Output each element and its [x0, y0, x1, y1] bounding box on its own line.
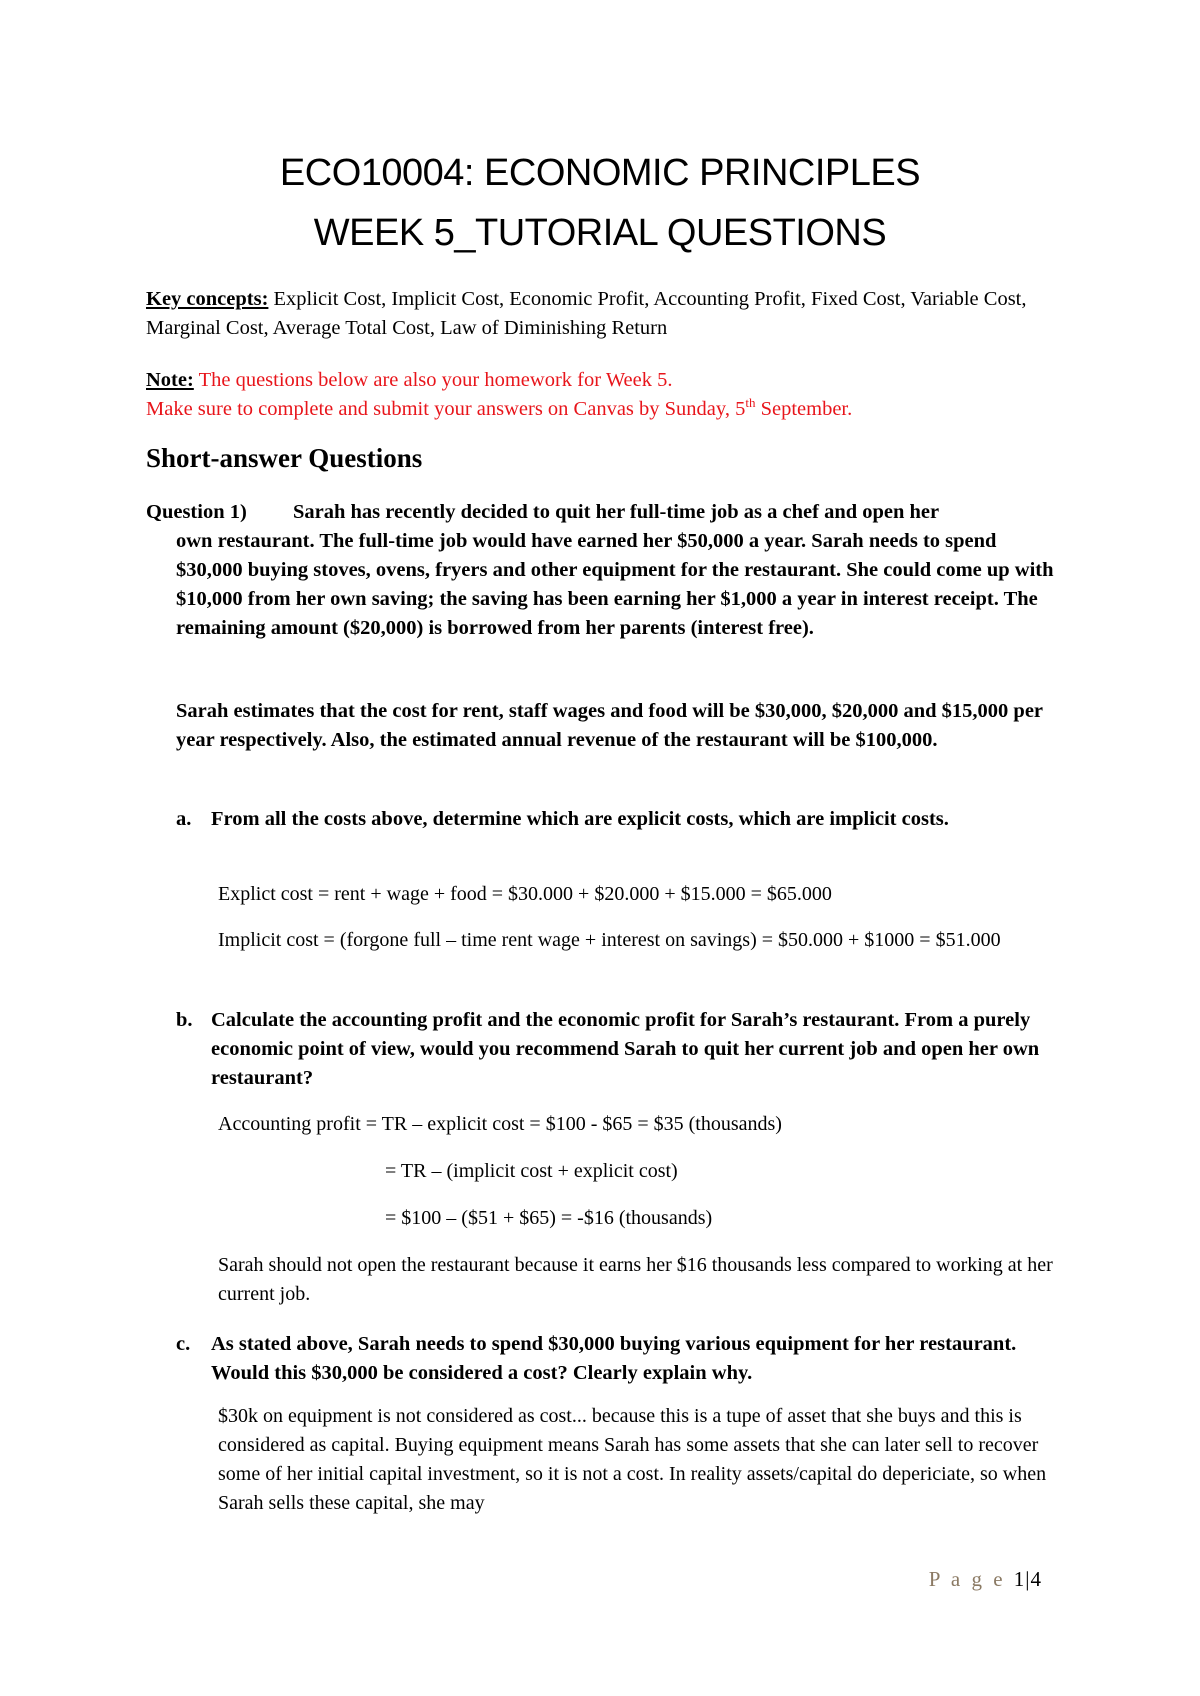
question-1-paragraph-2: Sarah estimates that the cost for rent, staff wages and food will be $30,000, $20,000 and $15,000 per year respectively. Also, the estimated annual revenue of the restaurant will be $100,000.: [176, 700, 1043, 751]
key-concepts-text: Explicit Cost, Implicit Cost, Economic Profit, Accounting Profit, Fixed Cost, Variable Cost, Marginal Cost, Average Total Cost, Law of Diminishing Return: [146, 288, 1027, 339]
part-a-answer-2: Implicit cost = (forgone full – time rent wage + interest on savings) = $50.000 + $1000 = $51.000: [218, 929, 1001, 951]
note-line2: [146, 395, 1076, 424]
question-1-text: own restaurant. The full-time job would have earned her $50,000 a year. Sarah needs to spend $30,000 buying stoves, ovens, fryers and other equipment for the restaurant. She could come up with $10,000 from her own saving; the saving has been earning her $1,000 a year in interest receipt. The remaining amount ($20,000) is borrowed from her parents (interest free).: [176, 530, 1054, 639]
question-1: [146, 498, 1066, 643]
key-concepts: [146, 285, 1076, 343]
note-line2-text: Make sure to complete and submit your answers on Canvas by Sunday, 5: [146, 398, 746, 420]
footer-total-pages: 4: [1030, 1567, 1042, 1591]
note: [146, 366, 1076, 424]
page-footer: [929, 1567, 1042, 1592]
part-c-question: [176, 1330, 1066, 1388]
part-b-answer-1: Accounting profit = TR – explicit cost = $100 - $65 = $35 (thousands): [218, 1113, 782, 1135]
part-b-answer-3: = $100 – ($51 + $65) = -$16 (thousands): [385, 1207, 713, 1229]
footer-current-page: 1: [1013, 1567, 1026, 1591]
note-superscript: th: [745, 395, 756, 411]
section-heading: Short-answer Questions: [146, 443, 423, 473]
part-a-text: From all the costs above, determine which are explicit costs, which are implicit costs.: [211, 808, 949, 830]
part-a-marker: a.: [176, 808, 192, 830]
part-b-marker: b.: [176, 1009, 193, 1031]
note-line2-end: September.: [755, 398, 853, 420]
part-c-answer: $30k on equipment is not considered as cost... because this is a tupe of asset that she buys and this is considered as capital. Buying equipment means Sarah has some assets that she can later sell to recover some of her initial capital investment, so it is not a cost. In reality assets/capital do depericiate, so when Sarah sells these capital, she may: [218, 1405, 1047, 1514]
part-b-answer-2: = TR – (implicit cost + explicit cost): [385, 1160, 678, 1182]
course-title: ECO10004: ECONOMIC PRINCIPLES: [279, 152, 921, 194]
part-a-answer-1: Explict cost = rent + wage + food = $30.000 + $20.000 + $15.000 = $65.000: [218, 883, 832, 905]
part-b-text: Calculate the accounting profit and the economic profit for Sarah’s restaurant. From a purely economic point of view, would you recommend Sarah to quit her current job and open her own restaurant?: [211, 1009, 1040, 1089]
part-b-answer-4: Sarah should not open the restaurant because it earns her $16 thousands less compared to working at her current job.: [218, 1254, 1053, 1305]
part-b-question: [176, 1006, 1066, 1093]
key-concepts-label: Key concepts:: [146, 288, 269, 310]
note-label: Note:: [146, 369, 194, 391]
tutorial-title: WEEK 5_TUTORIAL QUESTIONS: [313, 212, 887, 254]
part-c-text: As stated above, Sarah needs to spend $30,000 buying various equipment for her restaurant. Would this $30,000 be considered a cost? Clearly explain why.: [211, 1333, 1017, 1384]
footer-separator: |: [1025, 1567, 1031, 1591]
footer-page-label: P a g e: [928, 1567, 1006, 1591]
part-a-question: [176, 805, 1066, 834]
question-1-label: Question 1): [146, 501, 247, 523]
part-c-marker: c.: [176, 1333, 191, 1355]
note-line1: The questions below are also your homework for Week 5.: [193, 369, 673, 391]
question-1-first-line: Sarah has recently decided to quit her full-time job as a chef and open her: [293, 501, 940, 523]
